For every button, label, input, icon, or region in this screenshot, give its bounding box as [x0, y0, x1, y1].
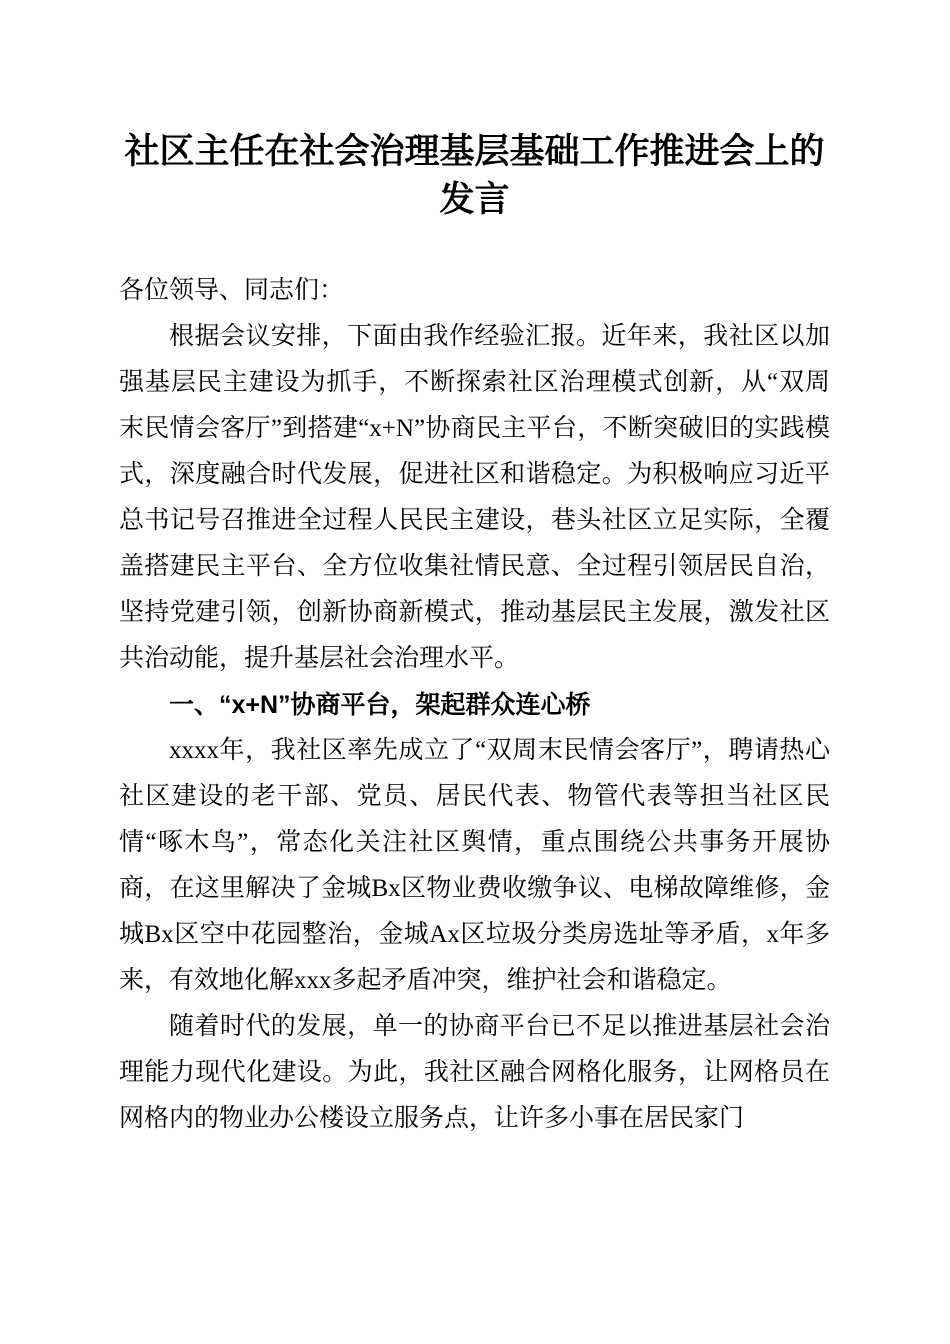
- paragraph: 各位领导、同志们：: [119, 277, 345, 304]
- paragraph: 根据会议安排，下面由我作经验汇报。近年来，我社区以加强基层民主建设为抓手，不断探索社区治理模式创新，从“双周末民情会客厅”到搭建“x+N”协商民主平台，不断突破旧的实践模式，深度融合时代发展，促进社区和谐稳定。为积极响应习近平总书记号召推进全过程人民民主建设，巷头社区立足实际，全覆盖搭建民主平台、全方位收集社情民意、全过程引领居民自治，坚持党建引领，创新协商新模式，推动基层民主发展，激发社区共治动能，提升基层社会治理水平。: [119, 323, 830, 672]
- paragraph: xxxx年，我社区率先成立了“双周末民情会客厅”，聘请热心社区建设的老干部、党员、居民代表、物管代表等担当社区民情“啄木鸟”，常态化关注社区舆情，重点围绕公共事务开展协商，在这里解决了金城Bx区物业费收缴争议、电梯故障维修，金城Bx区空中花园整治，金城Ax区垃圾分类房选址等矛盾，x年多来，有效地化解xxx多起矛盾冲突，维护社会和谐稳定。: [119, 737, 830, 994]
- paragraph: 随着时代的发展，单一的协商平台已不足以推进基层社会治理能力现代化建设。为此，我社区融合网格化服务，让网格员在网格内的物业办公楼设立服务点，让许多小事在居民家门: [119, 1013, 830, 1132]
- document-body: [119, 268, 830, 1142]
- document-title: 社区主任在社会治理基层基础工作推进会上的发言: [124, 132, 825, 219]
- section-heading: 一、“x+N”协商平台，架起群众连心桥: [169, 691, 591, 719]
